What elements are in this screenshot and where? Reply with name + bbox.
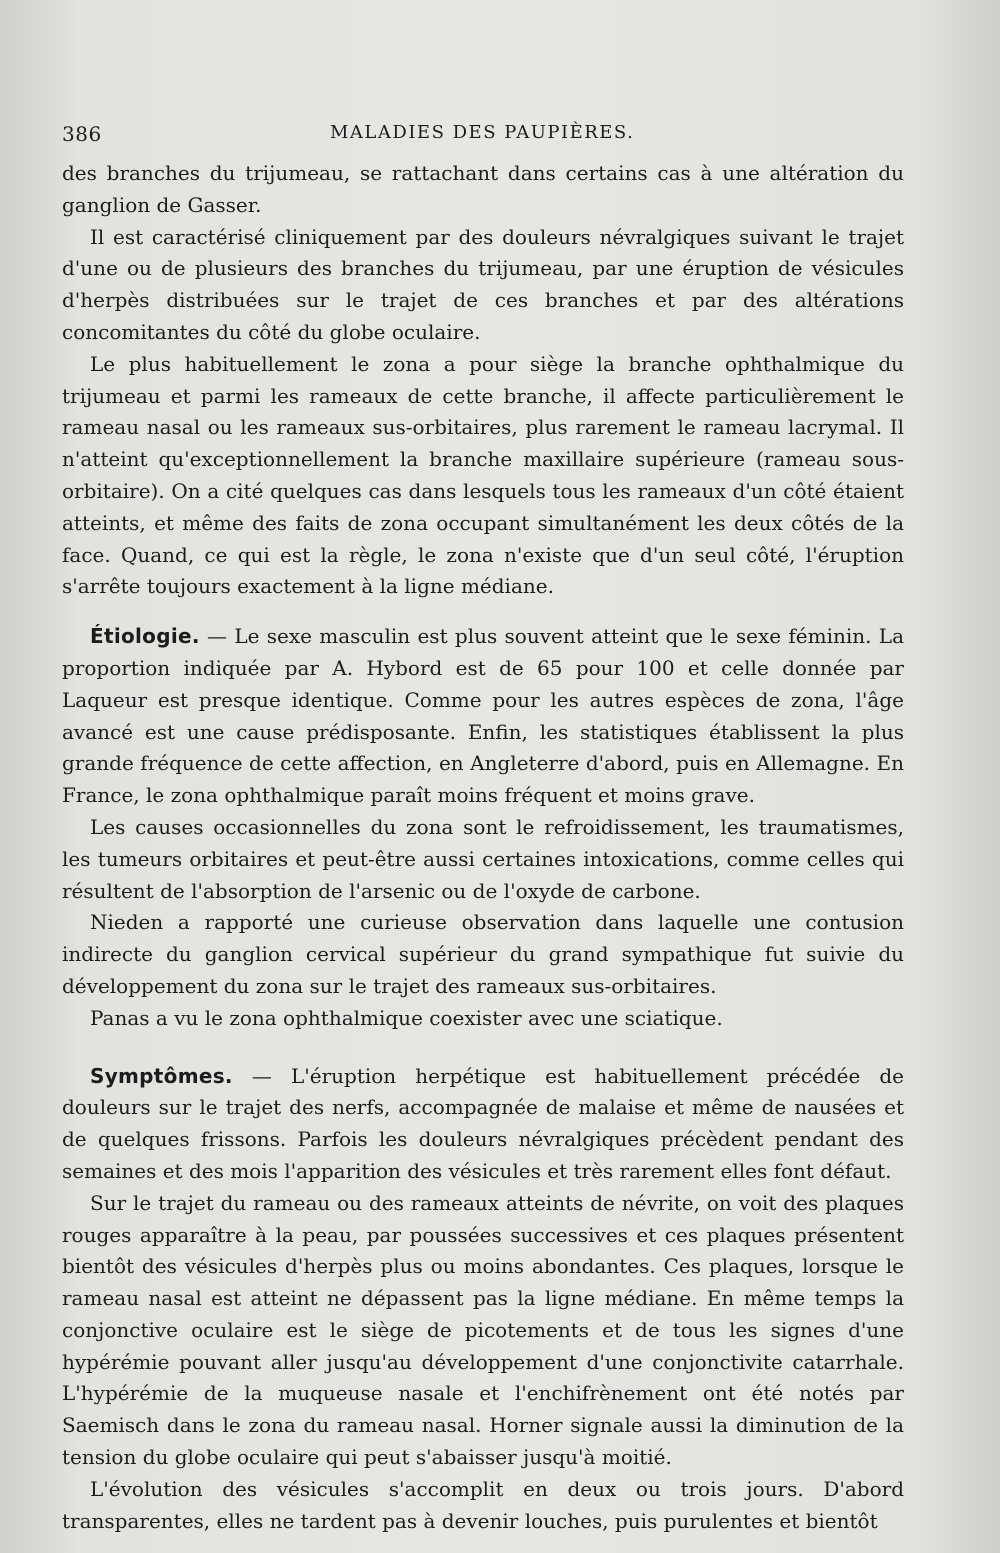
page-number: 386	[62, 122, 102, 146]
section-gap	[62, 1035, 904, 1061]
etiologie-heading: Étiologie.	[90, 624, 200, 649]
etiologie-text: — Le sexe masculin est plus souvent atteint que le sexe féminin. La proportion indiquée par A. Hybord est de 65 pour 100 et celle donnée par Laqueur est presque identique. Comme pour les autres espèces de zona, l'âge avancé est une cause prédisposante. Enfin, les statistiques établissent la plus grande fréquence de cette affection, en Angleterre d'abord, puis en Allemagne. En France, le zona ophthalmique paraît moins fréquent et moins grave.	[62, 624, 904, 808]
symptomes-text: — L'éruption herpétique est habituellement précédée de douleurs sur le trajet des nerfs, accompagnée de malaise et même de nausées et de quelques frissons. Parfois les douleurs névralgiques précèdent pendant des semaines et des mois l'apparition des vésicules et très rarement elles font défaut.	[62, 1063, 904, 1183]
paragraph-3: Le plus habituellement le zona a pour siège la branche ophthalmique du trijumeau et parmi les rameaux de cette branche, il affecte particulièrement le rameau nasal ou les rameaux sus-orbitaires, plus rarement le rameau lacrymal. Il n'atteint qu'exceptionnellement la branche maxillaire supérieure (rameau sous-orbitaire). On a cité quelques cas dans lesquels tous les rameaux d'un côté étaient atteints, et même des faits de zona occupant simultanément les deux côtés de la face. Quand, ce qui est la règle, le zona n'existe que d'un seul côté, l'éruption s'arrête toujours exactement à la ligne médiane.	[62, 351, 904, 599]
running-head	[62, 118, 904, 152]
paragraph-symptomes	[62, 1061, 904, 1188]
running-title: MALADIES DES PAUPIÈRES.	[330, 122, 635, 143]
paragraph-6: Nieden a rapporté une curieuse observation dans laquelle une contusion indirecte du ganglion cervical supérieur du grand sympathique fut suivie du développement du zona sur le trajet des rameaux sus-orbitaires.	[62, 910, 904, 998]
paragraph-etiologie	[62, 621, 904, 812]
paragraph-1: des branches du trijumeau, se rattachant dans certains cas à une altération du ganglion de Gasser.	[62, 161, 904, 217]
paragraph-2: Il est caractérisé cliniquement par des douleurs névralgiques suivant le trajet d'une ou de plusieurs des branches du trijumeau, par une éruption de vésicules d'herpès distribuées sur le trajet de ces branches et par des altérations concomitantes du côté du globe oculaire.	[62, 224, 904, 344]
paragraph-10: L'évolution des vésicules s'accomplit en deux ou trois jours. D'abord transparentes, elles ne tardent pas à devenir louches, puis purulentes et bientôt	[62, 1476, 904, 1533]
paragraph-5: Les causes occasionnelles du zona sont le refroidissement, les traumatismes, les tumeurs orbitaires et peut-être aussi certaines intoxications, comme celles qui résultent de l'absorption de l'arsenic ou de l'oxyde de carbone.	[62, 814, 904, 903]
paragraph-9: Sur le trajet du rameau ou des rameaux atteints de névrite, on voit des plaques rouges apparaître à la peau, par poussées successives et ces plaques présentent bientôt des vésicules d'herpès plus ou moins abondantes. Ces plaques, lorsque le rameau nasal est atteint ne dépassent pas la ligne médiane. En même temps la conjonctive oculaire est le siège de picotements et de tous les signes d'une hypérémie pouvant aller jusqu'au développement d'une conjonctivite catarrhale. L'hypérémie de la muqueuse nasale et l'enchifrènement ont été notés par Saemisch dans le zona du rameau nasal. Horner signale aussi la diminution de la tension du globe oculaire qui peut s'abaisser jusqu'à moitié.	[62, 1190, 904, 1470]
paragraph-7: Panas a vu le zona ophthalmique coexister avec une sciatique.	[90, 1005, 723, 1030]
body-text	[62, 158, 904, 1537]
symptomes-heading: Symptômes.	[90, 1063, 233, 1088]
section-gap	[62, 603, 904, 621]
